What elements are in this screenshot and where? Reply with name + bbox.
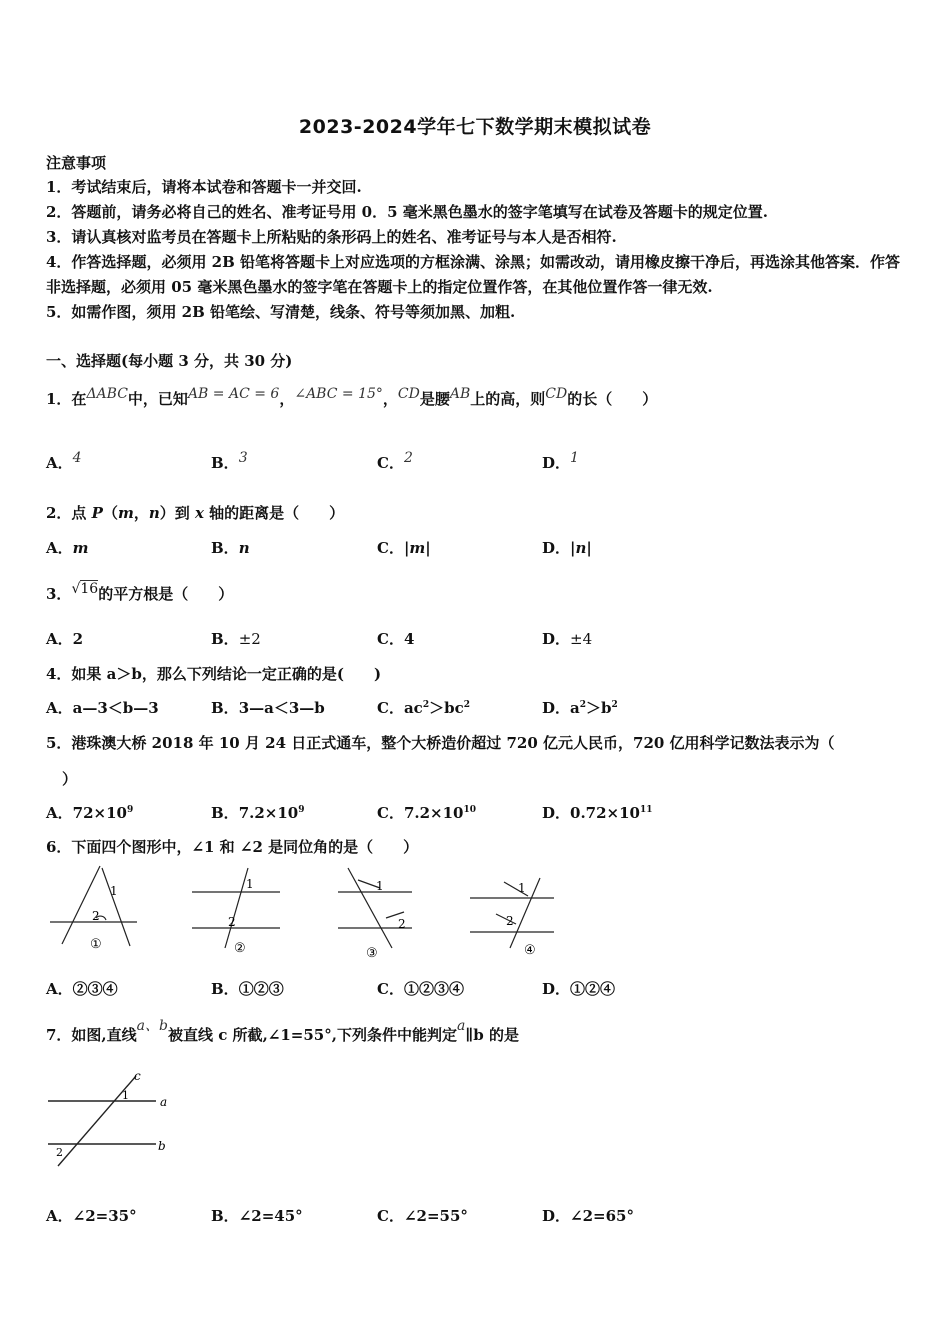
question-7: 7．如图,直线a、b被直线 c 所截,∠1=55°,下列条件中能判定a∥b 的是 [46,1018,519,1044]
q2-option-c[interactable]: C．|m| [377,539,431,557]
q7-fig-c: c [134,1069,141,1083]
q1-text4: 的长（ ） [567,390,658,408]
q6-fig2-angle1: 1 [246,877,254,891]
q6-fig1-label: ① [90,937,102,952]
q5-option-d[interactable]: D．$0.72\times 10^{11}$ [542,804,653,822]
notice-heading: 注意事项 [46,154,107,172]
notice-item-4: 4．作答选择题，必须用 2B 铅笔将答题卡上对应选项的方框涂满、涂黑；如需改动，请用橡皮擦干净后，再选涂其他答案．作答非选择题，必须用 05 毫米黑色墨水的签字笔在答题卡上的指定位置作答，在其他位置作答一律无效. [46,253,901,296]
q6-fig3-label: ③ [366,946,378,961]
q2-option-d[interactable]: D．|n| [542,539,592,557]
q7-option-b[interactable]: B．∠2=45° [211,1207,303,1225]
q5-option-b[interactable]: B．$7.2\times 10^9$ [211,804,305,822]
page-title: 2023-2024学年七下数学期末模拟试卷 [298,116,652,138]
notice-item-3: 3．请认真核对监考员在答题卡上所粘贴的条形码上的姓名、准考证号与本人是否相符. [46,228,617,246]
q6-fig4-angle1: 1 [518,881,526,895]
notice-item-2: 2．答题前，请务必将自己的姓名、准考证号用 0．5 毫米黑色墨水的签字笔填写在试卷及答题卡的规定位置. [46,203,768,221]
q7-option-c[interactable]: C．∠2=55° [377,1207,468,1225]
q6-fig3-angle2: 2 [398,917,406,931]
q7-option-d[interactable]: D．∠2=65° [542,1207,634,1225]
q2-option-b[interactable]: B．n [211,539,250,557]
q1-option-a[interactable]: A．4 [46,450,82,472]
q1-ab: AB [449,386,471,402]
q7-fig-angle2: 2 [56,1146,63,1159]
question-5-cont: ） [62,770,78,788]
q6-fig1-angle2: 2 [92,909,100,923]
q1-text: 中，已知 [127,390,188,408]
q3-option-b[interactable]: B．±2 [211,630,261,648]
question-4: 4．如果 a＞b，那么下列结论一定正确的是( ) [46,665,382,683]
question-1 [46,388,657,409]
q1-angle: ∠ABC = 15° [294,386,383,402]
q3-sqrt: √16 [71,581,99,597]
q6-figure-4 [470,878,554,948]
question-3: 3．√16的平方根是（ ） [46,581,234,603]
q5-option-c[interactable]: C．$7.2\times 10^{10}$ [377,804,477,822]
q3-option-d[interactable]: D．±4 [542,630,593,648]
q1-cd: CD [397,386,420,402]
q1-sep2: ， [382,390,398,408]
q7-option-a[interactable]: A．∠2=35° [46,1207,137,1225]
q6-option-c[interactable]: C．①②③④ [377,980,464,998]
q1-text2: 是腰 [419,390,450,408]
q2-option-a[interactable]: A．m [46,539,89,557]
q6-figure-3 [338,868,412,948]
q1-text3: 上的高，则 [470,390,546,408]
q1-option-b[interactable]: B．3 [211,450,248,472]
question-6: 6．下面四个图形中，∠1 和 ∠2 是同位角的是（ ） [46,838,419,856]
q7-fig-angle1: 1 [122,1089,129,1102]
q6-option-a[interactable]: A．②③④ [46,980,118,998]
q6-figure-2 [192,868,280,948]
q6-option-b[interactable]: B．①②③ [211,980,284,998]
q1-option-d[interactable]: D．1 [542,450,579,472]
q1-num: 1．在 [46,390,87,408]
q5-option-a[interactable]: A．$72\times 10^9$ [46,804,134,822]
q6-figures [40,862,600,964]
q7-fig-b: b [158,1139,166,1153]
q4-option-b[interactable]: B．3—a＜3—b [211,699,325,717]
notice-item-5: 5．如需作图，须用 2B 铅笔绘、写清楚，线条、符号等须加黑、加粗. [46,303,516,321]
q6-fig4-label: ④ [524,943,536,958]
q6-fig3-angle1: 1 [376,879,384,893]
q6-fig2-angle2: 2 [228,915,236,929]
q4-option-a[interactable]: A．a—3＜b—3 [46,699,159,717]
q4-option-c[interactable]: C．$ac^2>bc^2$ [377,699,470,717]
q1-equal-sides: AB = AC = 6 [187,386,280,402]
q3-option-c[interactable]: C．4 [377,630,415,648]
q1-cd2: CD [545,386,568,402]
q6-fig4-angle2: 2 [506,914,514,928]
q7-figure [44,1066,179,1170]
notice-item-1: 1．考试结束后，请将本试卷和答题卡一并交回. [46,178,362,196]
q6-figure-1 [50,866,137,946]
q7-fig-a: a [160,1095,168,1109]
q1-option-c[interactable]: C．2 [377,450,413,472]
q1-sep: ， [279,390,295,408]
section-heading: 一、选择题(每小题 3 分，共 30 分) [46,352,293,370]
q6-option-d[interactable]: D．①②④ [542,980,616,998]
q4-option-d[interactable]: D．$a^2>b^2$ [542,699,618,717]
q6-fig1-angle1: 1 [110,884,118,898]
q6-fig2-label: ② [234,941,246,956]
q3-option-a[interactable]: A．2 [46,630,84,648]
question-2: 2．点 P（m，n）到 x 轴的距离是（ ） [46,504,345,522]
q1-triangle: ΔABC [86,386,128,402]
question-5: 5．港珠澳大桥 2018 年 10 月 24 日正式通车，整个大桥造价超过 720 亿元人民币，720 亿用科学记数法表示为（ [46,734,835,752]
